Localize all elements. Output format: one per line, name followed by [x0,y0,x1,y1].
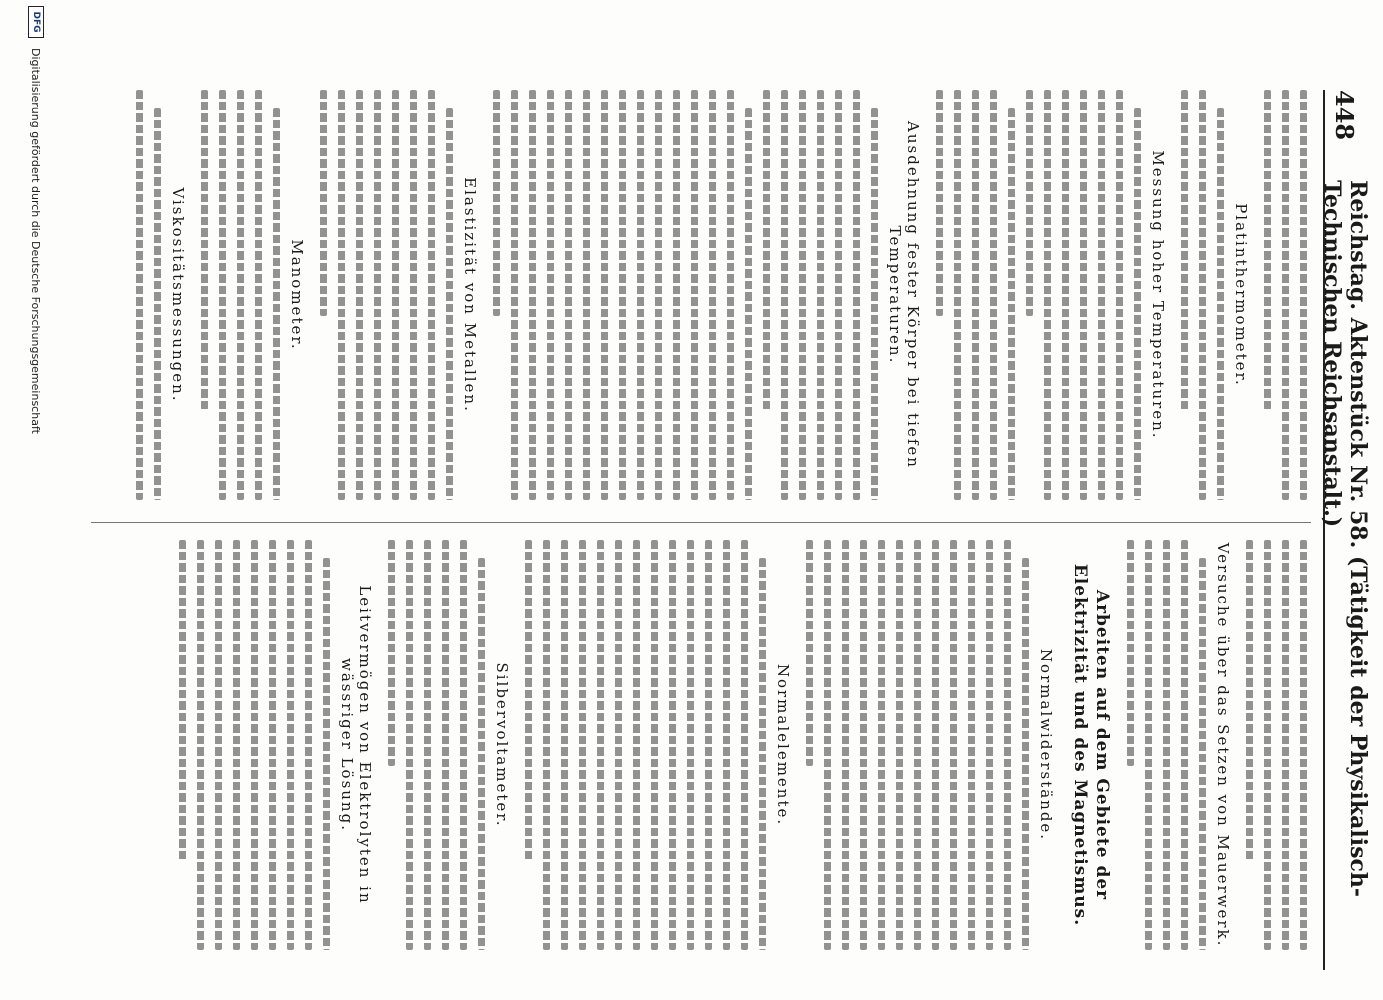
running-title: Reichstag. Aktenstück Nr. 58. (Tätigkeit der Physikalisch-Technischen Reichsanstalt.) [1319,180,1371,898]
left-column [91,90,1311,500]
section-heading: Elastizität von Metallen. [461,177,479,413]
section-heading: Ausdehnung fester Körper bei tiefen Temperaturen. [886,121,922,469]
body-text [1127,540,1206,950]
body-text [525,540,766,950]
body-text [806,540,1029,950]
section-heading: Silbervoltameter. [493,662,511,828]
body-text [179,540,330,950]
running-header [1319,90,1371,970]
section-heading: Normalwiderstände. [1037,648,1055,842]
section-heading: Manometer. [288,239,306,351]
body-text [493,90,878,500]
body-text [320,90,453,500]
section-heading-major: Arbeiten auf dem Gebiete der Elektrizität und des Magnetismus. [1070,563,1112,927]
body-text [388,540,485,950]
dfg-logo: DFG [28,6,44,38]
body-text [1264,90,1307,500]
body-text [936,90,1141,500]
credit-text: Digitalisierung gefördert durch die Deutsche Forschungsgemeinschaft [29,48,43,434]
section-heading: Leitvermögen von Elektrolyten in wässriger Lösung. [338,585,374,905]
body-text [1246,540,1307,950]
section-heading: Versuche über das Setzen von Mauerwerk. [1214,542,1232,948]
page-number: 448 [1330,90,1360,141]
section-heading: Messung hoher Temperaturen. [1149,150,1167,440]
digitization-credit [11,0,61,1000]
section-heading: Normalelemente. [774,663,792,827]
body-text [201,90,280,500]
column-divider [91,522,1311,523]
section-heading: Platinthermometer. [1232,203,1250,387]
body-text [1181,90,1224,500]
section-heading: Viskositätsmessungen. [169,187,187,403]
right-column [91,540,1311,950]
body-text [136,90,161,500]
